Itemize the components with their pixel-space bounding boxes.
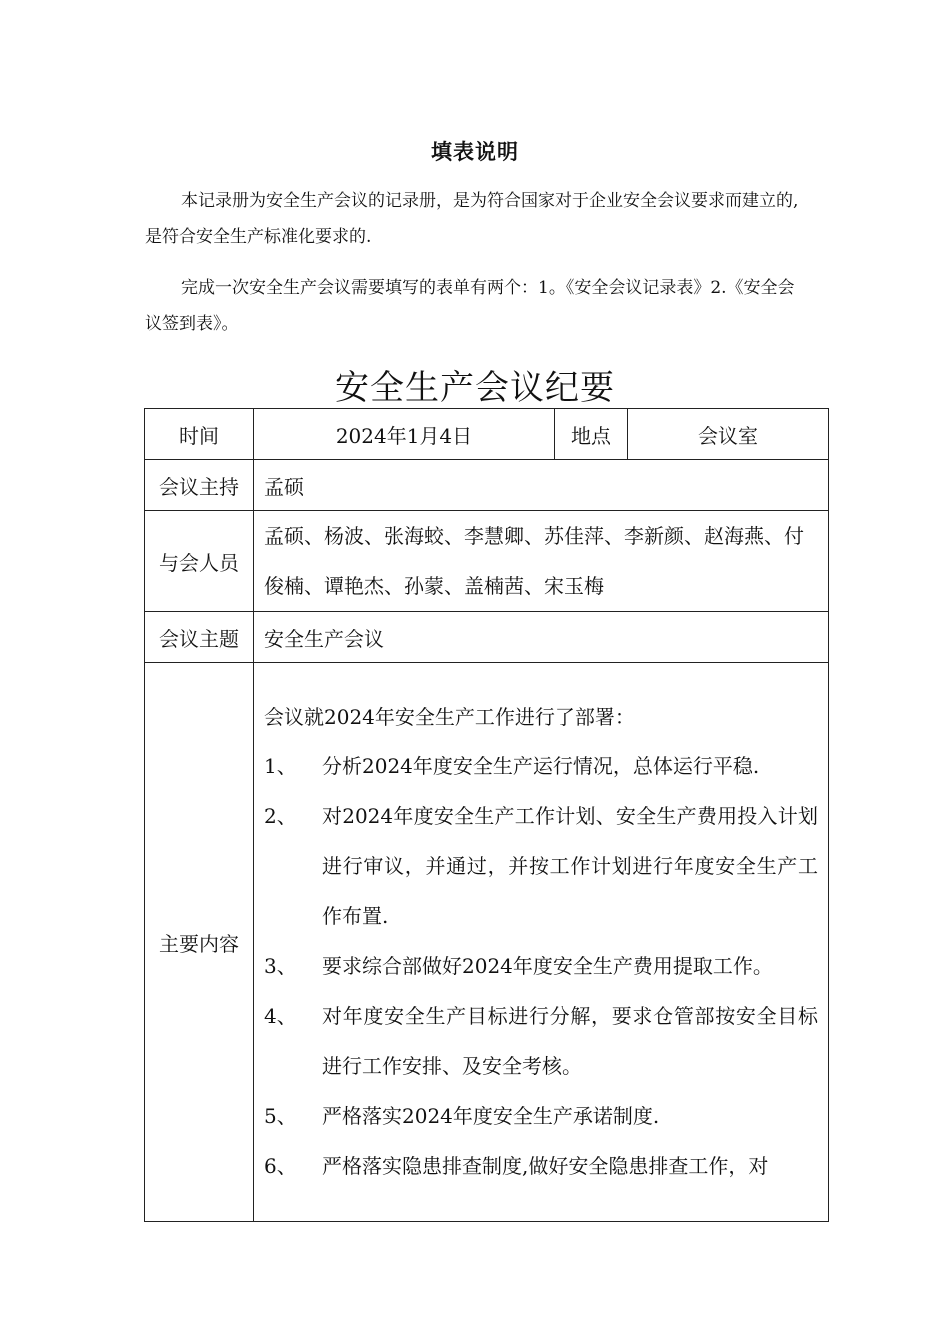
table-row-attendees: [145, 511, 829, 612]
item-number: 3、: [264, 954, 297, 978]
minutes-title: 安全生产会议纪要: [335, 368, 615, 408]
meeting-minutes-table: [144, 408, 829, 1222]
table-row-content: [145, 663, 829, 1222]
attendees-cell: [254, 511, 829, 612]
item-text: 对2024年度安全生产工作计划、安全生产费用投入计划进行审议，并通过，并按工作计划进行年度安全生产工作布置.: [322, 804, 818, 928]
host-value: 孟硕: [254, 460, 829, 511]
place-label: 地点: [555, 409, 628, 460]
item-number: 5、: [264, 1104, 297, 1128]
content-item: [264, 741, 818, 791]
table-row-host: [145, 460, 829, 511]
item-text: 严格落实隐患排查制度,做好安全隐患排查工作，对: [322, 1154, 769, 1178]
item-text: 严格落实2024年度安全生产承诺制度.: [322, 1104, 660, 1128]
time-label: 时间: [145, 409, 254, 460]
host-label: 会议主持: [145, 460, 254, 511]
item-text: 对年度安全生产目标进行分解，要求仓管部按安全目标进行工作安排、及安全考核。: [322, 1004, 818, 1078]
instructions-paragraph-2: 完成一次安全生产会议需要填写的表单有两个：1。《安全会议记录表》2.《安全会议签到表》。: [145, 278, 795, 334]
table-row-topic: [145, 612, 829, 663]
item-text: 分析2024年度安全生产运行情况，总体运行平稳.: [322, 754, 760, 778]
content-intro: 会议就2024年安全生产工作进行了部署：: [264, 705, 635, 729]
topic-value: 安全生产会议: [254, 612, 829, 663]
attendees-value: 孟硕、杨波、张海蛟、李慧卿、苏佳萍、李新颜、赵海燕、付俊楠、谭艳杰、孙蒙、盖楠茜、宋玉梅: [264, 524, 804, 598]
item-number: 4、: [264, 1004, 297, 1028]
content-item: [264, 1141, 818, 1191]
instructions-title: 填表说明: [431, 139, 519, 164]
content-item: [264, 941, 818, 991]
content-item: [264, 1091, 818, 1141]
item-number: 2、: [264, 804, 297, 828]
content-cell: [254, 663, 829, 1222]
attendees-label: 与会人员: [145, 511, 254, 612]
item-text: 要求综合部做好2024年度安全生产费用提取工作。: [322, 954, 773, 978]
table-row-time: [145, 409, 829, 460]
topic-label: 会议主题: [145, 612, 254, 663]
instructions-paragraph-1: 本记录册为安全生产会议的记录册，是为符合国家对于企业安全会议要求而建立的,是符合安全生产标准化要求的.: [145, 191, 799, 247]
content-item: [264, 991, 818, 1091]
content-item: [264, 791, 818, 941]
time-value: 2024年1月4日: [254, 409, 555, 460]
item-number: 6、: [264, 1154, 297, 1178]
content-label: 主要内容: [145, 663, 254, 1222]
item-number: 1、: [264, 754, 297, 778]
place-value: 会议室: [628, 409, 829, 460]
